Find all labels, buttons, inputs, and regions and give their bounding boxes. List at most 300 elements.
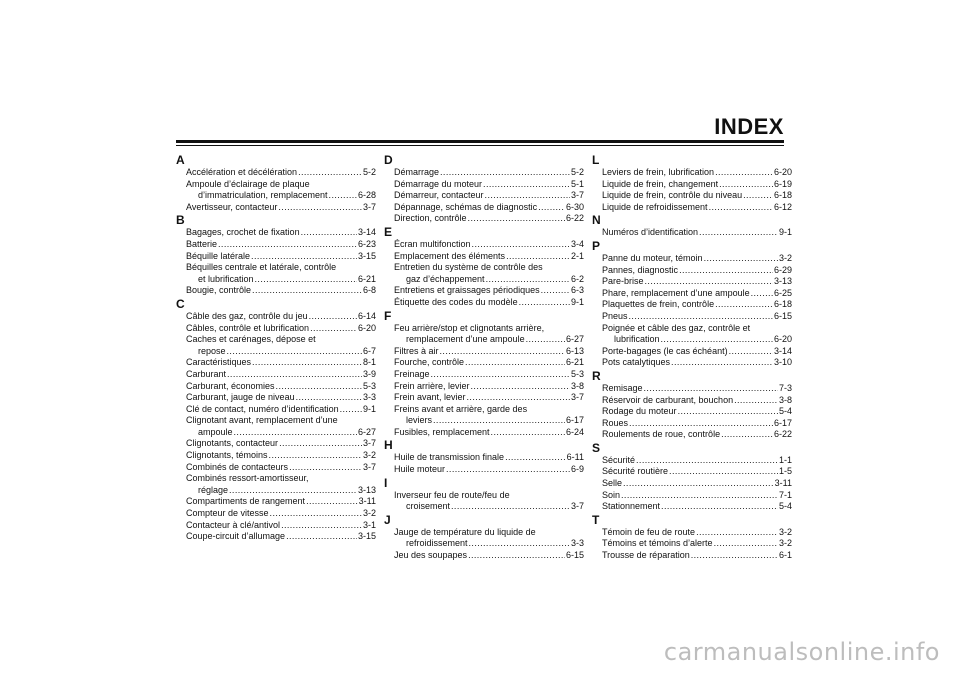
index-entry-text: croisement	[406, 501, 451, 512]
index-entry	[176, 520, 376, 532]
index-entry-line: Béquilles centrale et latérale, contrôle	[186, 262, 337, 273]
index-entry	[592, 311, 792, 323]
index-letter: T	[592, 512, 600, 527]
index-page-number: 6-20	[357, 322, 376, 333]
index-entry-text: d’immatriculation, remplacement	[198, 190, 328, 201]
index-entry	[592, 490, 792, 502]
index-letter: P	[592, 238, 601, 253]
index-column-3	[592, 153, 792, 562]
index-letter: E	[384, 224, 393, 239]
index-entry-text: Plaquettes de frein, contrôle	[602, 299, 715, 310]
index-leader-dots	[440, 167, 570, 179]
index-leader-dots	[486, 274, 570, 286]
index-leader-dots	[468, 213, 565, 225]
index-leader-dots	[309, 311, 357, 323]
index-letter: H	[384, 438, 393, 453]
index-page-number: 6-15	[773, 310, 792, 321]
index-page-number: 6-14	[357, 310, 376, 321]
index-page-number: 3-7	[362, 438, 376, 449]
index-entry	[176, 381, 376, 393]
index-entry-text: Selle	[602, 478, 623, 489]
index-entry-text: Pannes, diagnostic	[602, 264, 679, 275]
index-entry-text: Stationnement	[602, 501, 661, 512]
index-page-number: 8-1	[362, 357, 376, 368]
index-entry-line: Jauge de température du liquide de	[394, 526, 536, 537]
index-entry	[384, 550, 584, 562]
index-page-number: 3-13	[773, 276, 792, 287]
index-page-number: 6-27	[565, 334, 584, 345]
index-entry-line: Feu arrière/stop et clignotants arrière,	[394, 322, 545, 333]
index-leader-dots	[234, 427, 357, 439]
index-entry	[384, 213, 584, 225]
index-entry	[176, 369, 376, 381]
index-leader-dots	[465, 357, 565, 369]
index-entry	[592, 418, 792, 430]
index-entry	[176, 462, 376, 474]
index-entry	[384, 346, 584, 358]
index-leader-dots	[269, 450, 362, 462]
index-leader-dots	[709, 202, 773, 214]
index-entry-text: Pneus	[602, 310, 628, 321]
index-entry-text: Frein avant, levier	[394, 392, 466, 403]
index-entry-text: Coupe-circuit d’allumage	[186, 531, 286, 542]
index-column-1	[176, 153, 376, 543]
index-leader-dots	[298, 167, 362, 179]
index-page-number: 1-1	[778, 454, 792, 465]
index-leader-dots	[276, 381, 362, 393]
index-leader-dots	[278, 202, 362, 214]
index-entry-text: Câbles, contrôle et lubrification	[186, 322, 310, 333]
index-entry-line: Combinés ressort-amortisseur,	[186, 473, 309, 484]
index-entry	[592, 501, 792, 513]
index-page-number: 5-4	[778, 406, 792, 417]
index-entry-text: Compartiments de rangement	[186, 496, 306, 507]
index-entry-text: Pots catalytiques	[602, 357, 671, 368]
index-entry-text: leviers	[406, 415, 433, 426]
index-page-number: 9-1	[778, 227, 792, 238]
index-entry-text: Panne du moteur, témoin	[602, 252, 703, 263]
index-page-number: 6-22	[565, 213, 584, 224]
index-entry-text: Roulements de roue, contrôle	[602, 429, 721, 440]
index-entry-text: Dépannage, schémas de diagnostic	[394, 201, 538, 212]
index-leader-dots	[621, 490, 778, 502]
index-entry-text: Fourche, contrôle	[394, 357, 465, 368]
index-page-number: 3-10	[773, 357, 792, 368]
index-page-number: 6-20	[773, 167, 792, 177]
index-entry	[176, 404, 376, 416]
index-entry	[384, 357, 584, 369]
index-page-number: 6-17	[773, 417, 792, 428]
index-page-number: 7-1	[778, 489, 792, 500]
index-entry	[176, 167, 376, 179]
index-leader-dots	[251, 251, 357, 263]
index-entry	[176, 485, 376, 497]
index-leader-dots	[541, 285, 570, 297]
index-page-number: 3-7	[570, 392, 584, 403]
index-entry	[384, 334, 584, 346]
index-entry	[384, 202, 584, 214]
index-leader-dots	[661, 501, 778, 513]
index-entry-text: Béquille latérale	[186, 250, 251, 261]
index-leader-dots	[629, 311, 773, 323]
index-leader-dots	[227, 346, 362, 358]
index-leader-dots	[340, 404, 362, 416]
index-page-number: 2-1	[570, 250, 584, 261]
index-entry-text: refroidissement	[406, 538, 468, 549]
index-page-number: 6-9	[570, 464, 584, 475]
index-leader-dots	[286, 531, 357, 543]
index-page-number: 3-14	[357, 227, 376, 238]
index-page-number: 3-7	[570, 501, 584, 512]
index-entry	[592, 383, 792, 395]
index-entry-text: lubrification	[614, 334, 660, 345]
index-page-number: 3-8	[778, 394, 792, 405]
index-page-number: 7-3	[778, 382, 792, 393]
index-entry-text: Compteur de vitesse	[186, 508, 269, 519]
index-leader-dots	[505, 452, 566, 464]
index-entry-text: Carburant, jauge de niveau	[186, 392, 295, 403]
index-entry-line: Ampoule d’éclairage de plaque	[186, 178, 310, 189]
index-page-number: 3-2	[778, 526, 792, 537]
index-entry	[592, 253, 792, 265]
index-entry	[592, 527, 792, 539]
index-entry-line: Caches et carénages, dépose et	[186, 334, 316, 345]
index-leader-dots	[433, 415, 565, 427]
index-page-number: 6-11	[566, 452, 584, 463]
index-entry	[592, 466, 792, 478]
index-entry	[592, 167, 792, 179]
index-entry	[592, 227, 792, 239]
index-page-number: 6-29	[773, 264, 792, 275]
index-page-number: 9-1	[362, 403, 376, 414]
index-entry	[176, 311, 376, 323]
index-entry-text: Huile de transmission finale	[394, 452, 505, 463]
index-entry	[384, 274, 584, 286]
index-leader-dots	[526, 334, 565, 346]
index-entry-text: Fusibles, remplacement	[394, 426, 490, 437]
index-entry-line: Entretien du système de contrôle des	[394, 262, 543, 273]
index-entry	[592, 395, 792, 407]
index-entry	[592, 550, 792, 562]
index-page-number: 5-4	[778, 501, 792, 512]
index-entry-text: Caractéristiques	[186, 357, 252, 368]
index-entry	[592, 179, 792, 191]
index-entry-text: Phare, remplacement d’une ampoule	[602, 287, 750, 298]
index-page-number: 6-18	[773, 299, 792, 310]
index-letter: A	[176, 153, 185, 167]
index-leader-dots	[485, 190, 570, 202]
index-page-number: 3-7	[362, 461, 376, 472]
index-entry	[592, 357, 792, 369]
index-page-number: 5-3	[362, 380, 376, 391]
index-entry-text: Clé de contact, numéro d’identification	[186, 403, 339, 414]
index-entry-text: Accélération et décélération	[186, 167, 298, 177]
index-letter: S	[592, 440, 601, 455]
index-entry	[176, 496, 376, 508]
index-leader-dots	[227, 369, 362, 381]
index-entry-text: Témoin de feu de route	[602, 526, 696, 537]
index-entry	[176, 357, 376, 369]
index-page-number: 6-15	[565, 550, 584, 561]
index-leader-dots	[629, 418, 773, 430]
index-page-number: 3-15	[357, 250, 376, 261]
index-page-number: 3-3	[362, 392, 376, 403]
index-leader-dots	[252, 357, 362, 369]
index-entry-text: Liquide de refroidissement	[602, 201, 708, 212]
index-page-number: 3-9	[362, 368, 376, 379]
index-page-number: 5-1	[570, 178, 584, 189]
index-leader-dots	[329, 190, 357, 202]
index-entry	[176, 450, 376, 462]
index-leader-dots	[218, 239, 357, 251]
index-page-number: 6-18	[773, 190, 792, 201]
index-column-2	[384, 153, 584, 562]
index-leader-dots	[704, 253, 778, 265]
index-leader-dots	[678, 406, 778, 418]
index-leader-dots	[734, 395, 778, 407]
index-leader-dots	[301, 227, 357, 239]
index-page-number: 6-12	[773, 201, 792, 212]
index-page-number: 6-27	[357, 426, 376, 437]
index-entry-text: Liquide de frein, changement	[602, 178, 719, 189]
index-entry	[176, 508, 376, 520]
page-title: INDEX	[714, 114, 784, 139]
index-entry	[176, 323, 376, 335]
index-entry-text: gaz d’échappement	[406, 273, 485, 284]
index-page-number: 1-5	[778, 466, 792, 477]
index-page-number: 3-15	[357, 531, 376, 542]
index-entry	[176, 190, 376, 202]
index-entry-text: Sécurité	[602, 454, 636, 465]
index-entry	[384, 251, 584, 263]
index-letter: C	[176, 296, 185, 311]
index-entry	[384, 285, 584, 297]
index-page-number: 3-7	[570, 190, 584, 201]
index-leader-dots	[645, 276, 773, 288]
index-leader-dots	[691, 550, 778, 562]
index-entry	[592, 276, 792, 288]
index-page-number: 3-11	[774, 478, 792, 489]
index-page-number: 3-11	[358, 496, 376, 507]
index-letter: F	[384, 308, 392, 323]
index-page-number: 3-8	[570, 380, 584, 391]
index-entry-text: Huile moteur	[394, 464, 446, 475]
index-entry	[176, 427, 376, 439]
index-page-number: 3-2	[778, 252, 792, 263]
index-page-number: 6-20	[773, 334, 792, 345]
index-entry-text: Emplacement des éléments	[394, 250, 506, 261]
index-leader-dots	[696, 527, 778, 539]
index-entry	[176, 202, 376, 214]
index-entry	[384, 427, 584, 439]
index-page-number: 3-4	[570, 238, 584, 249]
index-entry	[384, 239, 584, 251]
index-leader-dots	[519, 297, 570, 309]
index-entry-line: Freins avant et arrière, garde des	[394, 403, 528, 414]
index-page-number: 6-19	[773, 178, 792, 189]
index-leader-dots	[446, 464, 570, 476]
index-letter: D	[384, 153, 393, 167]
index-entry-text: Démarrage du moteur	[394, 178, 483, 189]
index-entry-text: Numéros d’identification	[602, 227, 699, 238]
index-leader-dots	[440, 346, 565, 358]
index-leader-dots	[729, 346, 773, 358]
index-entry	[592, 455, 792, 467]
index-leader-dots	[431, 369, 570, 381]
index-page-number: 3-7	[362, 201, 376, 212]
index-entry	[176, 251, 376, 263]
index-leader-dots	[451, 501, 570, 513]
index-page-number: 6-28	[357, 190, 376, 201]
index-entry-text: Freinage	[394, 368, 430, 379]
index-entry-text: Rodage du moteur	[602, 406, 677, 417]
index-entry-text: ampoule	[198, 426, 233, 437]
index-entry	[176, 274, 376, 286]
index-entry	[384, 392, 584, 404]
index-entry	[176, 346, 376, 358]
title-rule-thin	[176, 145, 784, 146]
index-entry	[592, 288, 792, 300]
index-leader-dots	[699, 227, 778, 239]
index-entry-text: Frein arrière, levier	[394, 380, 470, 391]
index-entry-text: Pare-brise	[602, 276, 644, 287]
index-letter: R	[592, 368, 601, 383]
index-entry-text: Entretiens et graissages périodiques	[394, 285, 540, 296]
index-entry	[592, 190, 792, 202]
index-page-number: 6-13	[565, 345, 584, 356]
index-entry	[592, 334, 792, 346]
index-leader-dots	[467, 392, 570, 404]
index-leader-dots	[306, 496, 358, 508]
index-entry	[384, 501, 584, 513]
index-page-number: 6-21	[357, 273, 376, 284]
index-entry	[592, 429, 792, 441]
index-leader-dots	[281, 520, 362, 532]
index-page-number: 5-3	[570, 368, 584, 379]
index-entry-text: Trousse de réparation	[602, 550, 690, 561]
index-entry-line: Clignotant avant, remplacement d’une	[186, 415, 338, 426]
index-leader-dots	[715, 167, 773, 179]
index-page-number: 3-2	[778, 538, 792, 549]
index-page-number: 6-23	[357, 238, 376, 249]
index-page-number: 6-7	[362, 345, 376, 356]
index-page-number: 9-1	[570, 296, 584, 307]
index-page-number: 6-22	[773, 429, 792, 440]
index-leader-dots	[472, 239, 570, 251]
index-page-number: 5-2	[362, 167, 376, 177]
index-entry-text: Direction, contrôle	[394, 213, 467, 224]
index-leader-dots	[229, 485, 357, 497]
index-page-number: 3-3	[570, 538, 584, 549]
index-entry-text: Carburant	[186, 368, 227, 379]
index-page-number: 6-3	[570, 285, 584, 296]
index-entry-text: remplacement d’une ampoule	[406, 334, 525, 345]
index-leader-dots	[296, 392, 362, 404]
index-leader-dots	[279, 438, 362, 450]
index-leader-dots	[623, 478, 774, 490]
index-entry	[176, 531, 376, 543]
index-entry	[176, 227, 376, 239]
index-letter: B	[176, 213, 185, 228]
index-entry	[384, 538, 584, 550]
index-entry-text: Réservoir de carburant, bouchon	[602, 394, 734, 405]
index-leader-dots	[469, 538, 570, 550]
index-leader-dots	[468, 550, 565, 562]
index-entry	[176, 285, 376, 297]
index-letter: L	[592, 153, 600, 167]
index-entry	[592, 299, 792, 311]
index-page-number: 3-2	[362, 508, 376, 519]
index-leader-dots	[671, 357, 773, 369]
index-entry-text: Leviers de frein, lubrification	[602, 167, 715, 177]
index-entry	[592, 406, 792, 418]
index-entry-text: repose	[198, 345, 226, 356]
index-leader-dots	[506, 251, 570, 263]
index-letter: N	[592, 213, 601, 228]
index-page-number: 6-2	[570, 273, 584, 284]
index-entry-text: Démarrage	[394, 167, 440, 177]
index-page-number: 6-25	[773, 287, 792, 298]
index-leader-dots	[644, 383, 778, 395]
index-entry-text: Roues	[602, 417, 629, 428]
index-entry	[176, 239, 376, 251]
index-entry-text: Câble des gaz, contrôle du jeu	[186, 310, 308, 321]
index-entry	[176, 392, 376, 404]
index-leader-dots	[679, 265, 773, 277]
index-entry-text: Clignotants, témoins	[186, 450, 268, 461]
index-leader-dots	[636, 455, 778, 467]
index-entry	[592, 478, 792, 490]
index-entry-text: Batterie	[186, 238, 218, 249]
index-leader-dots	[721, 429, 773, 441]
index-entry	[592, 538, 792, 550]
index-entry-text: Bougie, contrôle	[186, 285, 252, 296]
index-entry-text: Avertisseur, contacteur	[186, 201, 278, 212]
index-page-number: 3-13	[357, 484, 376, 495]
index-entry	[592, 202, 792, 214]
index-entry	[384, 179, 584, 191]
index-entry-text: Remisage	[602, 382, 643, 393]
index-entry	[384, 297, 584, 309]
index-leader-dots	[743, 190, 773, 202]
index-entry	[384, 369, 584, 381]
index-entry-text: et lubrification	[198, 273, 254, 284]
index-entry-text: Filtres à air	[394, 345, 439, 356]
index-entry	[384, 415, 584, 427]
index-entry-text: Bagages, crochet de fixation	[186, 227, 300, 238]
index-leader-dots	[289, 462, 362, 474]
index-leader-dots	[661, 334, 773, 346]
index-entry	[176, 438, 376, 450]
index-entry-text: Sécurité routière	[602, 466, 669, 477]
index-entry	[384, 452, 584, 464]
index-leader-dots	[471, 381, 570, 393]
index-page-number: 3-2	[362, 450, 376, 461]
index-entry-text: Porte-bagages (le cas échéant)	[602, 345, 728, 356]
index-leader-dots	[714, 538, 778, 550]
index-leader-dots	[719, 179, 773, 191]
index-page-number: 6-1	[778, 550, 792, 561]
index-entry	[592, 346, 792, 358]
index-page-number: 6-17	[565, 415, 584, 426]
index-leader-dots	[669, 466, 778, 478]
watermark: carmanualsonline.info	[663, 638, 940, 666]
index-entry-line: Inverseur feu de route/feu de	[394, 489, 510, 500]
index-entry	[384, 381, 584, 393]
index-letter: I	[384, 475, 388, 490]
index-leader-dots	[270, 508, 362, 520]
index-leader-dots	[255, 274, 357, 286]
